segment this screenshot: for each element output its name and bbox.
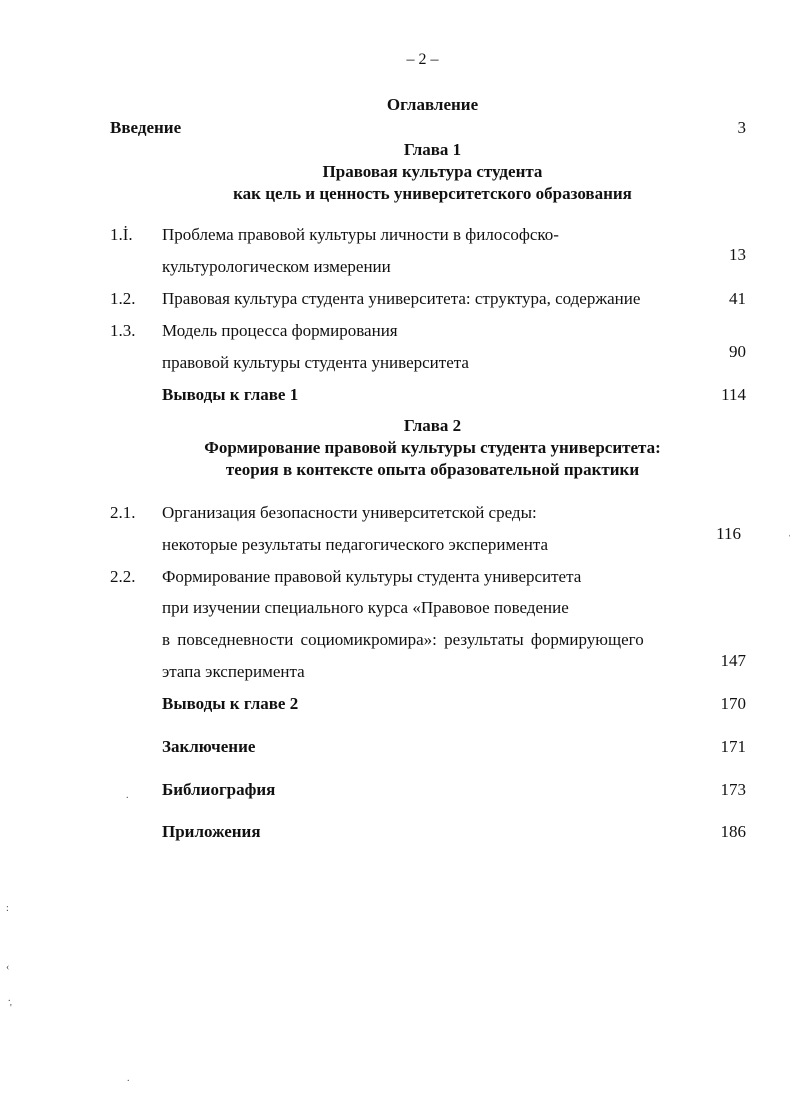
toc-entry-intro-page: 3 [737,118,746,137]
conclusions-chapter-2-label: Выводы к главе 2 [162,694,299,713]
section-title-line: при изучении специального курса «Правовое поведение [162,598,569,617]
conclusions-chapter-1-label: Выводы к главе 1 [162,385,299,404]
section-title-line: правовой культуры студента университета [162,353,469,372]
toc-entry-conclusion-page: 171 [720,737,746,756]
scan-speck: : [6,903,9,914]
chapter-2-title-line-1: Формирование правовой культуры студента университета: [204,438,661,457]
toc-title: Оглавление [386,95,479,114]
conclusions-chapter-1-page: 114 [721,385,746,404]
section-number: 2.1. [110,503,136,522]
toc-entry-bibliography-label: Библиография [162,780,276,799]
conclusions-chapter-2-page: 170 [720,694,746,713]
section-number: 1.3. [110,321,136,340]
chapter-1-title-line-2: как цель и ценность университетского образования [233,184,632,203]
section-page: 41 [729,289,746,308]
scan-speck: . [126,790,129,801]
scan-speck: ˌ [788,526,792,537]
scan-speck: ‹ [6,962,10,973]
scan-speck: ' [10,1003,12,1014]
section-title-line: некоторые результаты педагогического эксперимента [162,535,549,554]
chapter-2-heading [0,415,799,481]
toc-entry-appendices-label: Приложения [162,822,261,841]
section-title-line: в повседневности социомикромира»: результаты формирующего [162,630,644,649]
toc-entry-bibliography-page: 173 [720,780,746,799]
chapter-1-heading [0,139,799,205]
section-page: 147 [720,651,746,670]
chapter-1-title-line-1: Правовая культура студента [322,162,543,181]
scan-speck: . [127,1073,130,1084]
section-title-line: Правовая культура студента университета: структура, содержание [162,289,641,308]
section-title-line: этапа эксперимента [162,662,305,681]
section-page: 13 [729,245,746,264]
chapter-2-number: Глава 2 [403,416,462,435]
section-page: 90 [729,342,746,361]
section-number: 2.2. [110,567,136,586]
section-title-line: культурологическом измерении [162,257,391,276]
section-page: 116 [716,524,741,543]
toc-entry-intro-label: Введение [110,118,182,137]
page-number: – 2 – [406,51,439,68]
chapter-1-number: Глава 1 [403,140,462,159]
section-title-line: Организация безопасности университетской среды: [162,503,537,522]
scan-speck: . [8,993,11,1004]
toc-entry-appendices-page: 186 [720,822,746,841]
section-title-line: Формирование правовой культуры студента университета [162,567,582,586]
section-number: 1.2. [110,289,136,308]
section-number: 1.İ. [110,225,133,244]
chapter-2-title-line-2: теория в контексте опыта образовательной практики [225,460,640,479]
toc-entry-conclusion-label: Заключение [162,737,256,756]
section-title-line: Модель процесса формирования [162,321,398,340]
section-title-line: Проблема правовой культуры личности в философско- [162,225,559,244]
